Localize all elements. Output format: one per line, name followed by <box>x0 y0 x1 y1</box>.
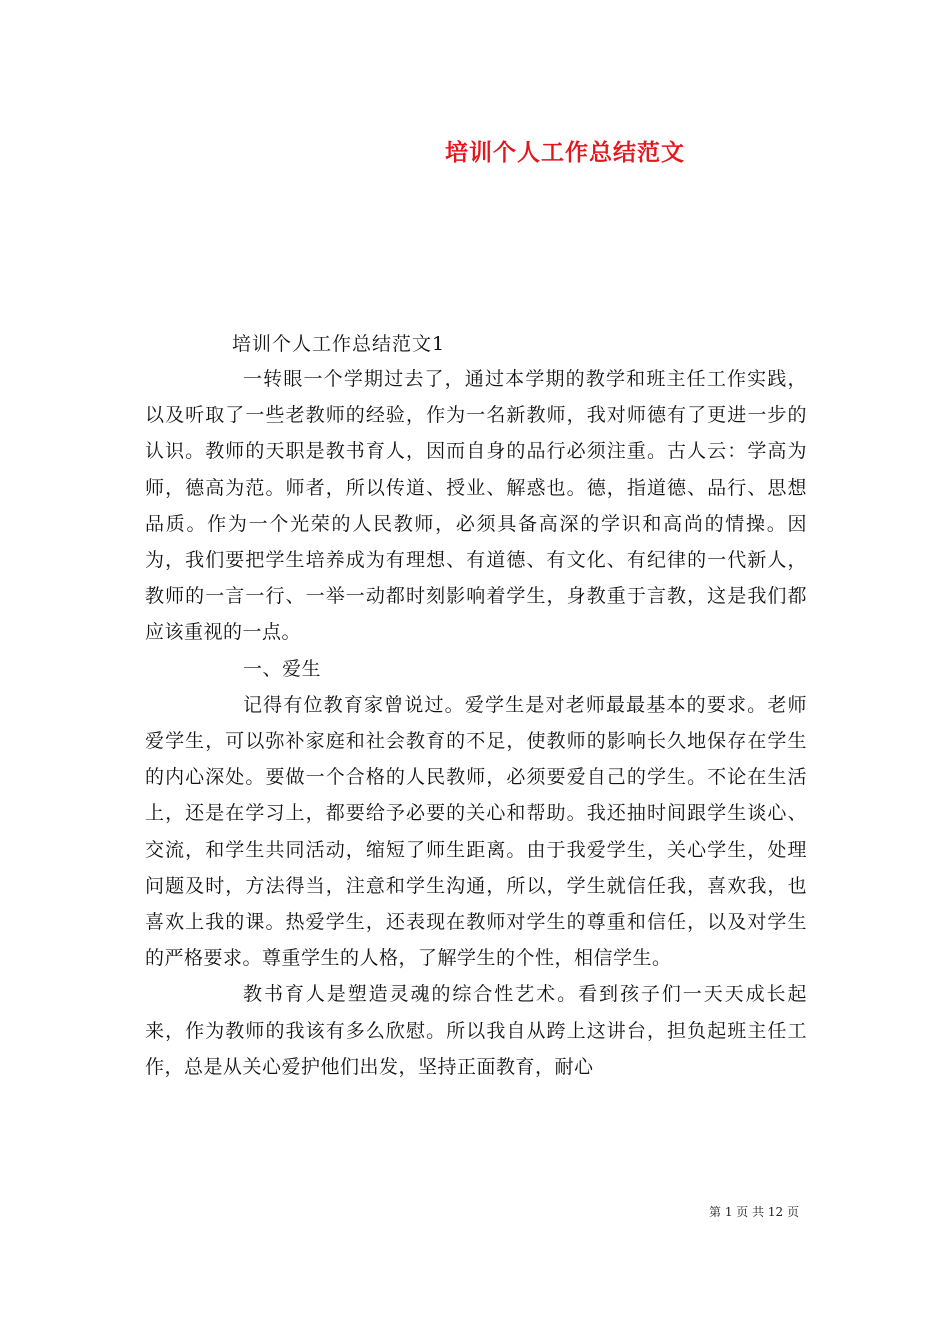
document-title: 培训个人工作总结范文 <box>445 139 685 166</box>
paragraph-intro: 一转眼一个学期过去了，通过本学期的教学和班主任工作实践，以及听取了一些老教师的经验，作为一名新教师，我对师德有了更进一步的认识。教师的天职是教书育人，因而自身的品行必须注重。古人云：学高为师，德高为范。师者，所以传道、授业、解惑也。德，指道德、品行、思想品质。作为一个光荣的人民教师，必须具备高深的学识和高尚的情操。因为，我们要把学生培养成为有理想、有道德、有文化、有纪律的一代新人，教师的一言一行、一举一动都时刻影响着学生，身教重于言教，这是我们都应该重视的一点。 <box>145 368 807 644</box>
paragraph-teaching-art: 教书育人是塑造灵魂的综合性艺术。看到孩子们一天天成长起来，作为教师的我该有多么欣慰。所以我自从跨上这讲台，担负起班主任工作，总是从关心爱护他们出发，坚持正面教育，耐心 <box>145 983 807 1078</box>
paragraph-love-students: 记得有位教育家曾说过。爱学生是对老师最最基本的要求。老师爱学生，可以弥补家庭和社会教育的不足，使教师的影响长久地保存在学生的内心深处。要做一个合格的人民教师，必须要爱自己的学生。不论在生活上，还是在学习上，都要给予必要的关心和帮助。我还抽时间跟学生谈心、交流，和学生共同活动，缩短了师生距离。由于我爱学生，关心学生，处理问题及时，方法得当，注意和学生沟通，所以，学生就信任我，喜欢我，也喜欢上我的课。热爱学生，还表现在教师对学生的尊重和信任，以及对学生的严格要求。尊重学生的人格，了解学生的个性，相信学生。 <box>145 693 807 970</box>
document-body <box>145 361 807 1085</box>
page-number: 第 1 页 共 12 页 <box>709 1205 799 1219</box>
section-heading: 培训个人工作总结范文1 <box>232 333 446 355</box>
section-title-love-students: 一、爱生 <box>243 657 322 680</box>
